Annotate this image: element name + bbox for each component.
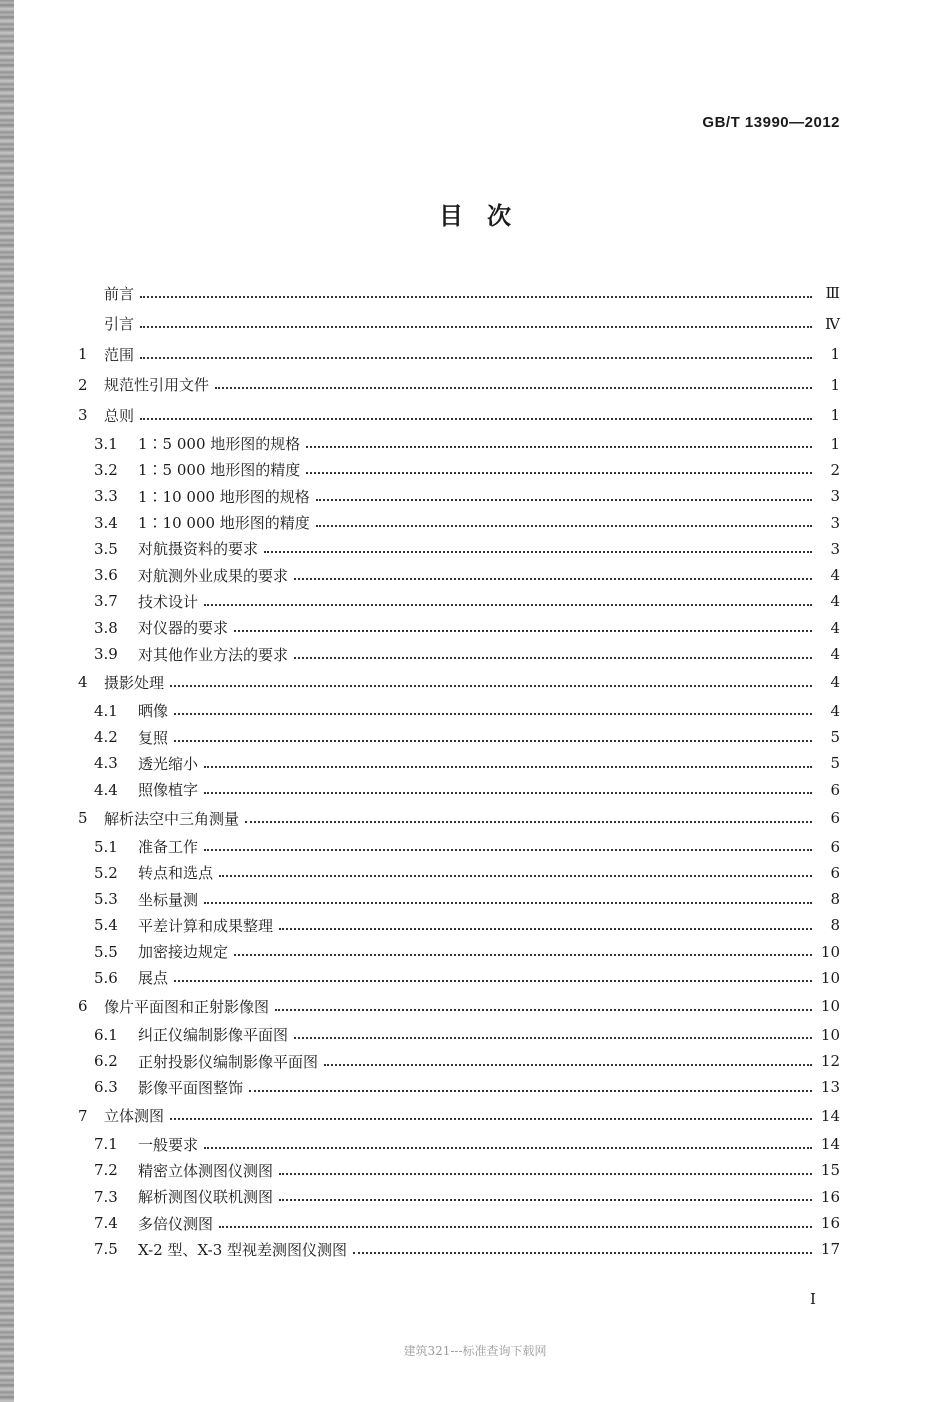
toc-entry-label: 1∶5 000 地形图的精度 [138, 461, 301, 480]
toc-entry-number: 7.1 [94, 1135, 118, 1154]
toc-entry-page-number: 10 [820, 997, 840, 1016]
toc-entry-label: 加密接边规定 [138, 943, 229, 962]
toc-dot-leader [249, 1089, 812, 1092]
toc-entry-number: 3.8 [94, 618, 118, 637]
toc-entry-page-number: 10 [820, 942, 840, 961]
toc-entry-number: 5 [78, 809, 88, 828]
toc-entry-page-number: 4 [830, 566, 840, 585]
toc-entry-page-number: 4 [830, 618, 840, 637]
toc-dot-leader [279, 1198, 812, 1201]
toc-dot-leader [140, 417, 812, 420]
toc-entry-page-number: 10 [820, 1025, 840, 1044]
toc-entry-page-number: 1 [830, 406, 840, 425]
toc-dot-leader [279, 927, 812, 930]
toc-entry-page-number: 4 [830, 701, 840, 720]
toc-entry[interactable] [78, 1184, 840, 1210]
toc-entry-label: 摄影处理 [104, 673, 165, 692]
toc-entry-label: 一般要求 [138, 1135, 199, 1154]
toc-dot-leader [170, 1117, 812, 1120]
toc-entry-label: 1∶10 000 地形图的精度 [138, 514, 310, 533]
toc-entry-page-number: 3 [830, 487, 840, 506]
toc-entry[interactable] [78, 509, 840, 535]
toc-entry-number: 3.9 [94, 645, 118, 664]
toc-entry-label: 解析测图仪联机测图 [138, 1188, 274, 1207]
toc-entry-page-number: 1 [830, 434, 840, 453]
toc-dot-leader [204, 603, 812, 606]
toc-entry-label: X-2 型、X-3 型视差测图仪测图 [138, 1240, 348, 1259]
toc-entry-number: 1 [78, 345, 88, 364]
toc-entry-page-number: 10 [820, 968, 840, 987]
toc-entry-number: 6.1 [94, 1025, 118, 1044]
toc-dot-leader [174, 979, 812, 982]
toc-dot-leader [140, 295, 812, 298]
toc-entry-number: 3.2 [94, 460, 118, 479]
toc-dot-leader [204, 1146, 812, 1149]
toc-entry[interactable] [78, 278, 840, 309]
toc-entry-number: 3 [78, 406, 88, 425]
toc-entry[interactable] [78, 724, 840, 750]
toc-entry-page-number: 1 [830, 345, 840, 364]
toc-entry[interactable] [78, 536, 840, 562]
toc-dot-leader [204, 791, 812, 794]
toc-entry-page-number: 15 [820, 1161, 840, 1180]
toc-entry-label: 立体测图 [104, 1107, 165, 1126]
toc-entry-number: 5.1 [94, 837, 118, 856]
toc-entry[interactable] [78, 860, 840, 886]
toc-dot-leader [316, 498, 812, 501]
page-title: 目 次 [439, 202, 511, 230]
toc-entry[interactable] [78, 615, 840, 641]
toc-dot-leader [294, 1036, 812, 1039]
toc-entry-number: 5.4 [94, 916, 118, 935]
toc-entry-label: 精密立体测图仪测图 [138, 1161, 274, 1180]
toc-entry-label: 复照 [138, 728, 169, 747]
toc-entry-label: 正射投影仪编制影像平面图 [138, 1052, 319, 1071]
toc-entry[interactable] [78, 991, 840, 1022]
toc-entry-number: 5.3 [94, 890, 118, 909]
toc-entry[interactable] [78, 1074, 840, 1100]
toc-entry-number: 4.1 [94, 701, 118, 720]
toc-entry-page-number: 3 [830, 513, 840, 532]
toc-entry-number: 7.3 [94, 1187, 118, 1206]
toc-entry[interactable] [78, 777, 840, 803]
toc-entry-number: 6.3 [94, 1078, 118, 1097]
toc-entry[interactable] [78, 803, 840, 834]
toc-entry-page-number: 4 [830, 645, 840, 664]
toc-entry-page-number: 3 [830, 539, 840, 558]
table-of-contents [78, 278, 840, 1263]
toc-entry[interactable] [78, 588, 840, 614]
toc-dot-leader [174, 712, 812, 715]
toc-entry-number: 4 [78, 673, 88, 692]
page-folio: Ⅰ [810, 1290, 816, 1308]
toc-entry-page-number: 8 [830, 890, 840, 909]
toc-entry-label: 平差计算和成果整理 [138, 916, 274, 935]
toc-entry[interactable] [78, 483, 840, 509]
toc-entry-page-number: 4 [830, 673, 840, 692]
toc-entry-label: 透光缩小 [138, 754, 199, 773]
toc-entry[interactable] [78, 886, 840, 912]
toc-entry-number: 3.1 [94, 434, 118, 453]
toc-entry-number: 5.2 [94, 863, 118, 882]
toc-dot-leader [219, 874, 812, 877]
toc-dot-leader [316, 524, 812, 527]
toc-entry-label: 范围 [104, 345, 135, 364]
toc-entry-page-number: 6 [830, 837, 840, 856]
toc-entry-number: 4.3 [94, 754, 118, 773]
toc-entry-number: 4.4 [94, 780, 118, 799]
toc-entry-page-number: Ⅲ [825, 284, 840, 303]
toc-entry-label: 展点 [138, 969, 169, 988]
toc-dot-leader [215, 386, 812, 389]
toc-entry[interactable] [78, 562, 840, 588]
toc-entry-number: 4.2 [94, 728, 118, 747]
toc-entry[interactable] [78, 370, 840, 401]
toc-entry-page-number: 14 [820, 1106, 840, 1125]
toc-entry-label: 对航摄资料的要求 [138, 540, 259, 559]
toc-entry-page-number: 12 [820, 1052, 840, 1071]
toc-entry-page-number: 17 [820, 1240, 840, 1259]
toc-entry-number: 3.6 [94, 566, 118, 585]
toc-dot-leader [324, 1063, 812, 1066]
toc-dot-leader [219, 1225, 812, 1228]
toc-entry-label: 坐标量测 [138, 890, 199, 909]
toc-entry[interactable] [78, 965, 840, 991]
toc-entry-number: 7.4 [94, 1214, 118, 1233]
toc-entry-label: 多倍仪测图 [138, 1214, 214, 1233]
toc-dot-leader [294, 577, 812, 580]
toc-entry-page-number: 2 [830, 460, 840, 479]
toc-entry-label: 对航测外业成果的要求 [138, 566, 289, 585]
toc-entry-page-number: 6 [830, 809, 840, 828]
toc-entry-label: 对仪器的要求 [138, 619, 229, 638]
toc-dot-leader [174, 739, 812, 742]
toc-entry[interactable] [78, 912, 840, 938]
toc-dot-leader [275, 1008, 812, 1011]
toc-entry-number: 2 [78, 375, 88, 394]
toc-entry-label: 引言 [104, 315, 135, 334]
watermark: 建筑321---标准查询下载网 [403, 1344, 547, 1358]
toc-dot-leader [140, 356, 812, 359]
toc-entry[interactable] [78, 1101, 840, 1132]
toc-entry[interactable] [78, 1157, 840, 1183]
toc-entry-page-number: 8 [830, 916, 840, 935]
toc-entry[interactable] [78, 667, 840, 698]
toc-entry[interactable] [78, 1236, 840, 1262]
toc-dot-leader [306, 471, 812, 474]
toc-entry[interactable] [78, 400, 840, 431]
toc-entry-number: 7 [78, 1106, 88, 1125]
toc-dot-leader [234, 953, 812, 956]
toc-entry-label: 1∶5 000 地形图的规格 [138, 435, 301, 454]
toc-entry[interactable] [78, 431, 840, 457]
toc-entry[interactable] [78, 309, 840, 340]
toc-entry-label: 前言 [104, 284, 135, 303]
toc-entry-label: 准备工作 [138, 838, 199, 856]
toc-entry-number: 6.2 [94, 1052, 118, 1071]
toc-entry-label: 影像平面图整饰 [138, 1078, 244, 1097]
toc-dot-leader [204, 901, 812, 904]
toc-entry-label: 1∶10 000 地形图的规格 [138, 487, 310, 506]
toc-dot-leader [204, 848, 812, 851]
toc-entry-number: 5.5 [94, 942, 118, 961]
toc-entry-page-number: 6 [830, 863, 840, 882]
toc-entry[interactable] [78, 1048, 840, 1074]
toc-entry[interactable] [78, 1022, 840, 1048]
toc-entry[interactable] [78, 833, 840, 859]
toc-entry-page-number: 5 [830, 754, 840, 773]
toc-entry-number: 3.5 [94, 539, 118, 558]
toc-entry[interactable] [78, 750, 840, 776]
toc-entry-label: 纠正仪编制影像平面图 [138, 1026, 289, 1045]
toc-entry-label: 像片平面图和正射影像图 [104, 997, 270, 1016]
toc-entry-number: 3.7 [94, 592, 118, 611]
toc-entry-number: 7.5 [94, 1240, 118, 1259]
toc-dot-leader [204, 765, 812, 768]
toc-entry[interactable] [78, 339, 840, 370]
toc-entry-label: 解析法空中三角测量 [104, 809, 240, 828]
toc-entry-page-number: 14 [820, 1135, 840, 1154]
toc-entry-number: 7.2 [94, 1161, 118, 1180]
toc-entry-number: 6 [78, 997, 88, 1016]
toc-entry-label: 技术设计 [138, 592, 199, 611]
toc-dot-leader [279, 1172, 812, 1175]
toc-entry[interactable] [78, 698, 840, 724]
toc-entry-number: 5.6 [94, 968, 118, 987]
toc-entry-page-number: 1 [830, 375, 840, 394]
toc-entry-label: 对其他作业方法的要求 [138, 645, 289, 664]
toc-entry-page-number: 16 [820, 1214, 840, 1233]
document-id: GB/T 13990—2012 [702, 114, 840, 131]
toc-entry[interactable] [78, 457, 840, 483]
toc-entry-label: 总则 [104, 406, 135, 425]
toc-entry-page-number: 6 [830, 780, 840, 799]
toc-entry-page-number: 5 [830, 728, 840, 747]
toc-entry-page-number: 4 [830, 592, 840, 611]
toc-entry-label: 转点和选点 [138, 864, 214, 883]
toc-entry[interactable] [78, 939, 840, 965]
toc-dot-leader [294, 656, 812, 659]
toc-dot-leader [264, 550, 812, 553]
toc-entry-label: 规范性引用文件 [104, 376, 210, 395]
toc-dot-leader [140, 325, 812, 328]
toc-entry-page-number: Ⅳ [825, 314, 840, 333]
toc-dot-leader [245, 820, 812, 823]
toc-dot-leader [353, 1251, 812, 1254]
toc-entry-label: 照像植字 [138, 781, 199, 800]
toc-entry[interactable] [78, 1210, 840, 1236]
toc-entry-label: 晒像 [138, 702, 169, 721]
toc-dot-leader [306, 445, 812, 448]
toc-entry[interactable] [78, 641, 840, 667]
toc-entry-page-number: 16 [820, 1187, 840, 1206]
toc-entry-page-number: 13 [820, 1078, 840, 1097]
toc-dot-leader [170, 684, 812, 687]
toc-entry-number: 3.3 [94, 487, 118, 506]
toc-dot-leader [234, 629, 812, 632]
toc-entry-number: 3.4 [94, 513, 118, 532]
toc-entry[interactable] [78, 1131, 840, 1157]
